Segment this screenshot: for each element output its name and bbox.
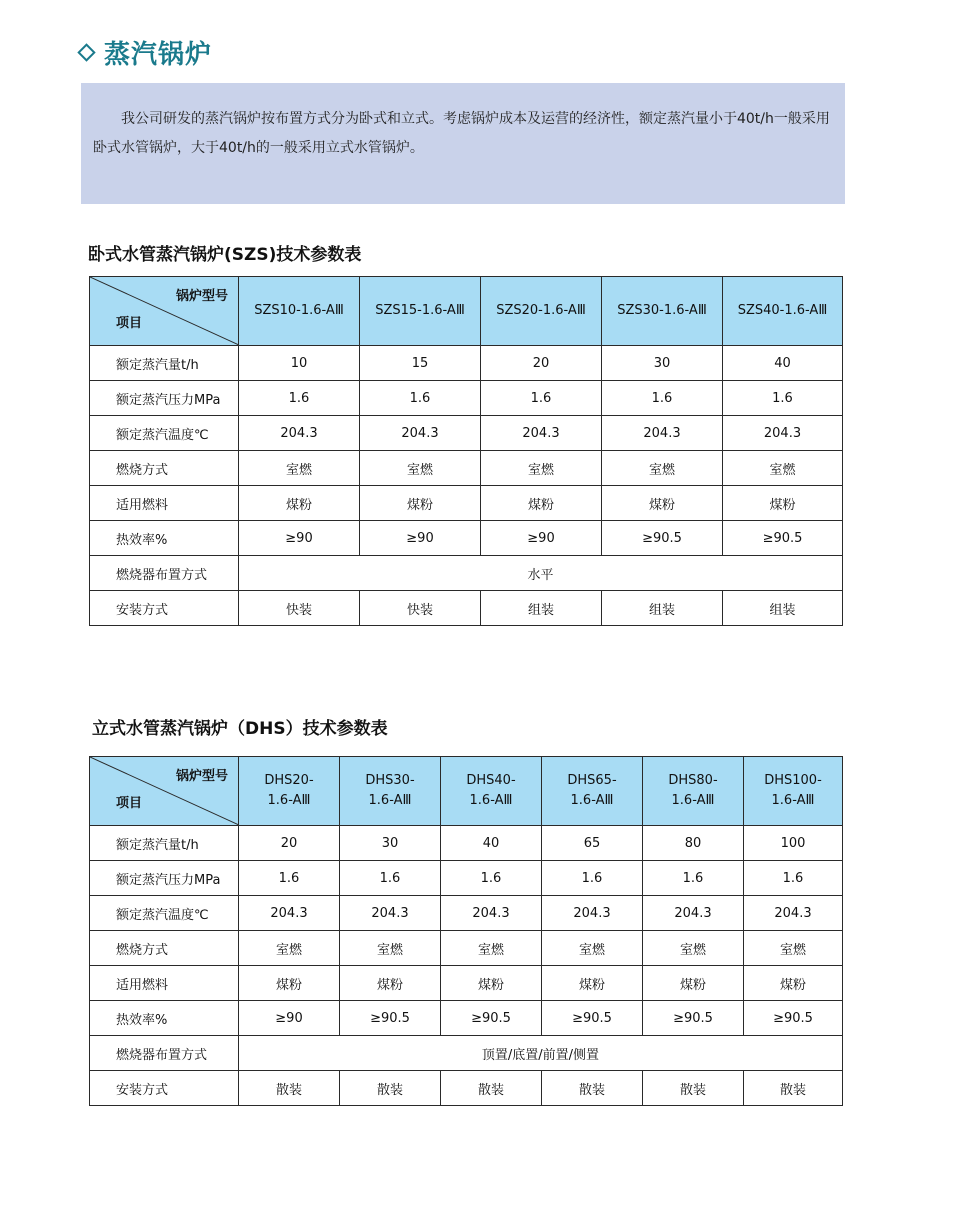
table-row (90, 381, 843, 416)
page-title: 蒸汽锅炉 (104, 40, 213, 70)
section-heading (80, 34, 212, 71)
value-cell: 1.6 (602, 381, 723, 416)
value-cell: 1.6 (643, 861, 744, 896)
row-label: 额定蒸汽压力MPa (90, 381, 239, 416)
value-cell: 散装 (542, 1071, 643, 1106)
value-cell: 室燃 (602, 451, 723, 486)
model-header-cell: SZS15-1.6-AⅢ (360, 277, 481, 346)
table-row (90, 346, 843, 381)
value-cell: 室燃 (744, 931, 843, 966)
table-row (90, 521, 843, 556)
value-cell: 室燃 (239, 451, 360, 486)
value-cell: 室燃 (723, 451, 843, 486)
table-row (90, 861, 843, 896)
model-name-line1: DHS30- (365, 773, 415, 788)
corner-label-item: 项目 (116, 316, 143, 331)
corner-header-cell (90, 757, 239, 826)
value-cell: 20 (481, 346, 602, 381)
value-cell: 15 (360, 346, 481, 381)
value-cell: 204.3 (441, 896, 542, 931)
value-cell: 204.3 (239, 896, 340, 931)
value-cell: ≥90.5 (542, 1001, 643, 1036)
model-name-line1: DHS40- (466, 773, 516, 788)
value-cell: 煤粉 (481, 486, 602, 521)
value-cell: 100 (744, 826, 843, 861)
value-cell: ≥90.5 (441, 1001, 542, 1036)
table-row (90, 1071, 843, 1106)
merged-value-cell: 顶置/底置/前置/侧置 (239, 1036, 843, 1071)
value-cell: 1.6 (542, 861, 643, 896)
row-label: 安装方式 (90, 1071, 239, 1106)
row-label: 热效率% (90, 1001, 239, 1036)
value-cell: 快装 (239, 591, 360, 626)
value-cell: 室燃 (360, 451, 481, 486)
row-label: 额定蒸汽量t/h (90, 346, 239, 381)
value-cell: 30 (340, 826, 441, 861)
value-cell: 204.3 (643, 896, 744, 931)
value-cell: 室燃 (542, 931, 643, 966)
value-cell: 40 (723, 346, 843, 381)
value-cell: 204.3 (481, 416, 602, 451)
model-name-line2: 1.6-AⅢ (570, 793, 614, 808)
dhs-spec-table (89, 756, 843, 1106)
model-name-line2: 1.6-AⅢ (368, 793, 412, 808)
table-row (90, 966, 843, 1001)
table-row (90, 416, 843, 451)
row-label: 燃烧方式 (90, 451, 239, 486)
corner-label-model: 锅炉型号 (175, 289, 228, 304)
value-cell: 204.3 (239, 416, 360, 451)
value-cell: 1.6 (723, 381, 843, 416)
row-label: 适用燃料 (90, 966, 239, 1001)
value-cell: ≥90.5 (643, 1001, 744, 1036)
row-label: 额定蒸汽压力MPa (90, 861, 239, 896)
corner-label-model: 锅炉型号 (175, 769, 228, 784)
model-header-cell: SZS40-1.6-AⅢ (723, 277, 843, 346)
row-label: 额定蒸汽量t/h (90, 826, 239, 861)
value-cell: 散装 (441, 1071, 542, 1106)
table-row (90, 826, 843, 861)
corner-header-cell (90, 277, 239, 346)
value-cell: 散装 (744, 1071, 843, 1106)
value-cell: 1.6 (340, 861, 441, 896)
value-cell: 组装 (602, 591, 723, 626)
model-header-cell (239, 757, 340, 826)
table-row (90, 556, 843, 591)
value-cell: ≥90 (360, 521, 481, 556)
value-cell: 80 (643, 826, 744, 861)
value-cell: 1.6 (360, 381, 481, 416)
value-cell: 10 (239, 346, 360, 381)
value-cell: 1.6 (744, 861, 843, 896)
value-cell: 组装 (481, 591, 602, 626)
value-cell: 散装 (239, 1071, 340, 1106)
value-cell: 煤粉 (643, 966, 744, 1001)
value-cell: ≥90 (481, 521, 602, 556)
table-row (90, 931, 843, 966)
table2-title: 立式水管蒸汽锅炉（DHS）技术参数表 (92, 719, 388, 739)
model-name-line1: DHS20- (264, 773, 314, 788)
model-name-line1: DHS100- (764, 773, 822, 788)
value-cell: 煤粉 (723, 486, 843, 521)
value-cell: 室燃 (340, 931, 441, 966)
value-cell: 40 (441, 826, 542, 861)
value-cell: 室燃 (643, 931, 744, 966)
value-cell: 室燃 (441, 931, 542, 966)
value-cell: 煤粉 (441, 966, 542, 1001)
table1-title: 卧式水管蒸汽锅炉(SZS)技术参数表 (88, 245, 362, 265)
table-row (90, 1036, 843, 1071)
table-row (90, 1001, 843, 1036)
model-header-cell: SZS30-1.6-AⅢ (602, 277, 723, 346)
table-header-row (90, 277, 843, 346)
value-cell: ≥90.5 (602, 521, 723, 556)
value-cell: 散装 (340, 1071, 441, 1106)
merged-value-cell: 水平 (239, 556, 843, 591)
value-cell: 204.3 (723, 416, 843, 451)
value-cell: 204.3 (744, 896, 843, 931)
model-header-cell (340, 757, 441, 826)
model-name-line2: 1.6-AⅢ (469, 793, 513, 808)
value-cell: 室燃 (481, 451, 602, 486)
value-cell: 204.3 (542, 896, 643, 931)
value-cell: ≥90.5 (723, 521, 843, 556)
value-cell: 煤粉 (340, 966, 441, 1001)
model-header-cell (643, 757, 744, 826)
model-name-line1: DHS80- (668, 773, 718, 788)
model-header-cell: SZS10-1.6-AⅢ (239, 277, 360, 346)
value-cell: 快装 (360, 591, 481, 626)
table-row (90, 591, 843, 626)
model-name-line2: 1.6-AⅢ (671, 793, 715, 808)
value-cell: ≥90.5 (340, 1001, 441, 1036)
model-header-cell (542, 757, 643, 826)
value-cell: 1.6 (481, 381, 602, 416)
model-header-cell (441, 757, 542, 826)
value-cell: 204.3 (602, 416, 723, 451)
value-cell: 204.3 (360, 416, 481, 451)
value-cell: 煤粉 (744, 966, 843, 1001)
value-cell: 室燃 (239, 931, 340, 966)
value-cell: 组装 (723, 591, 843, 626)
value-cell: ≥90 (239, 1001, 340, 1036)
value-cell: 30 (602, 346, 723, 381)
diamond-icon (77, 43, 95, 61)
value-cell: ≥90.5 (744, 1001, 843, 1036)
table-row (90, 451, 843, 486)
row-label: 热效率% (90, 521, 239, 556)
value-cell: 煤粉 (239, 486, 360, 521)
model-name-line2: 1.6-AⅢ (771, 793, 815, 808)
value-cell: 204.3 (340, 896, 441, 931)
intro-text: 我公司研发的蒸汽锅炉按布置方式分为卧式和立式。考虑锅炉成本及运营的经济性，额定蒸汽量小于40t/h一般采用卧式水管锅炉，大于40t/h的一般采用立式水管锅炉。 (93, 111, 830, 156)
row-label: 额定蒸汽温度℃ (90, 896, 239, 931)
value-cell: 65 (542, 826, 643, 861)
value-cell: 煤粉 (602, 486, 723, 521)
model-name-line2: 1.6-AⅢ (267, 793, 311, 808)
model-header-cell (744, 757, 843, 826)
value-cell: 1.6 (239, 861, 340, 896)
row-label: 燃烧器布置方式 (90, 556, 239, 591)
value-cell: 1.6 (441, 861, 542, 896)
row-label: 燃烧器布置方式 (90, 1036, 239, 1071)
intro-box (81, 83, 845, 204)
row-label: 安装方式 (90, 591, 239, 626)
value-cell: 1.6 (239, 381, 360, 416)
value-cell: 散装 (643, 1071, 744, 1106)
row-label: 适用燃料 (90, 486, 239, 521)
row-label: 额定蒸汽温度℃ (90, 416, 239, 451)
value-cell: 20 (239, 826, 340, 861)
row-label: 燃烧方式 (90, 931, 239, 966)
value-cell: 煤粉 (239, 966, 340, 1001)
table-row (90, 486, 843, 521)
table-header-row (90, 757, 843, 826)
szs-spec-table (89, 276, 843, 626)
value-cell: ≥90 (239, 521, 360, 556)
model-header-cell: SZS20-1.6-AⅢ (481, 277, 602, 346)
table-row (90, 896, 843, 931)
value-cell: 煤粉 (542, 966, 643, 1001)
corner-label-item: 项目 (116, 796, 143, 811)
model-name-line1: DHS65- (567, 773, 617, 788)
value-cell: 煤粉 (360, 486, 481, 521)
